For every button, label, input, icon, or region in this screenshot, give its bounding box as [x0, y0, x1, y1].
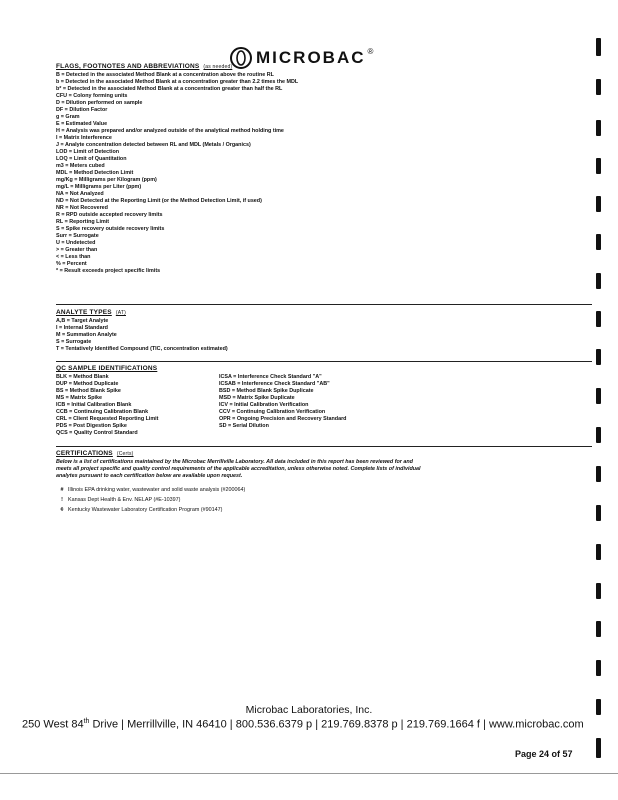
scan-mark [596, 621, 601, 637]
flag-item: < = Less than [56, 254, 91, 260]
qc-section-title: QC SAMPLE IDENTIFICATIONS [56, 365, 158, 372]
scan-mark [596, 79, 601, 95]
flag-item: mg/Kg = Milligrams per Kilogram (ppm) [56, 177, 157, 183]
analyte-item: M = Summation Analyte [56, 332, 117, 338]
certs-revision: (Certs) [116, 451, 134, 457]
scan-mark [596, 583, 601, 599]
flag-item: m3 = Meters cubed [56, 163, 105, 169]
qc-item: BS = Method Blank Spike [56, 388, 121, 394]
flag-item: NA = Not Analyzed [56, 191, 104, 197]
certs-list [56, 485, 245, 515]
certs-paragraph-line: Below is a list of certifications maintained by the Microbac Merrillville Laboratory. All data included in this report has been reviewed for and [56, 459, 413, 465]
certs-paragraph-line: analytes pursuant to each certification below are available upon request. [56, 473, 243, 479]
scan-mark [596, 738, 601, 758]
qc-right-list [219, 374, 346, 430]
analyte-list [56, 318, 228, 353]
flag-item: DF = Dilution Factor [56, 107, 108, 113]
footer-address-sup: th [83, 718, 90, 725]
flag-item: b = Detected in the associated Method Blank at a concentration greater than 2.2 times the MDL [56, 79, 299, 85]
qc-item: QCS = Quality Control Standard [56, 430, 138, 436]
flag-item: > = Greater than [56, 247, 98, 253]
scan-mark [596, 120, 601, 136]
scan-mark [596, 660, 601, 676]
flag-item: J = Analyte concentration detected between RL and MDL (Metals / Organics) [56, 142, 251, 148]
microbac-logo-icon [230, 47, 252, 69]
section-divider [56, 304, 592, 305]
flags-title-text: FLAGS, FOOTNOTES AND ABBREVIATIONS [56, 63, 200, 70]
bottom-rule [0, 773, 618, 774]
flag-item: Surr = Surrogate [56, 233, 99, 239]
cert-mark: ¢ [60, 507, 64, 513]
scan-mark [596, 505, 601, 521]
flag-item: D = Dilution performed on sample [56, 100, 143, 106]
flag-item: LOD = Limit of Detection [56, 149, 120, 155]
flag-item: b* = Detected in the associated Method Blank at a concentration greater than half the RL [56, 86, 283, 92]
scan-mark [596, 427, 601, 443]
qc-item: PDS = Post Digestion Spike [56, 423, 127, 429]
qc-item: ICB = Initial Calibration Blank [56, 402, 132, 408]
qc-left-list [56, 374, 158, 437]
flag-item: NR = Not Recovered [56, 205, 108, 211]
qc-item: CRL = Client Requested Reporting Limit [56, 416, 159, 422]
microbac-logo [230, 47, 373, 69]
cert-text: Kansas Dept Health & Env. NELAP (#E-10397) [68, 497, 181, 503]
cert-item [56, 495, 245, 505]
cert-mark: # [60, 487, 64, 493]
flag-item: * = Result exceeds project specific limits [56, 268, 161, 274]
flag-item: I = Matrix Interference [56, 135, 112, 141]
scan-mark [596, 349, 601, 365]
qc-item: ICSAB = Interference Check Standard "AB" [219, 381, 330, 387]
footer-company: Microbac Laboratories, Inc. [245, 704, 373, 716]
flag-item: mg/L = Milligrams per Liter (ppm) [56, 184, 142, 190]
section-divider [56, 446, 592, 447]
flag-item: B = Detected in the associated Method Blank at a concentration above the routine RL [56, 72, 274, 78]
analyte-item: S = Surrogate [56, 339, 92, 345]
footer-address-street: 250 West 84 [22, 718, 84, 731]
flag-item: MDL = Method Detection Limit [56, 170, 134, 176]
scan-mark [596, 311, 601, 327]
flag-item: g = Gram [56, 114, 80, 120]
analyte-revision: (AT) [115, 310, 126, 316]
scan-mark [596, 158, 601, 174]
footer-address [22, 718, 584, 731]
analyte-section-title [56, 309, 126, 316]
qc-item: MSD = Matrix Spike Duplicate [219, 395, 295, 401]
footer-address-rest: Drive | Merrillville, IN 46410 | 800.536.6379 p | 219.769.8378 p | 219.769.1664 f | www.microbac.com [89, 718, 584, 731]
flag-item: E = Estimated Value [56, 121, 108, 127]
flag-item: H = Analysis was prepared and/or analyzed outside of the analytical method holding time [56, 128, 284, 134]
certs-paragraph-line: meets all project specific and quality control requirements of the applicable accreditation, unless otherwise noted. Complete lists of individual [56, 466, 421, 472]
section-divider [56, 361, 592, 362]
registered-mark: ® [367, 47, 374, 56]
cert-text: Illinois EPA drinking water, wastewater and solid waste analysis (#200064) [68, 487, 246, 493]
qc-item: ICSA = Interference Check Standard "A" [219, 374, 322, 380]
certs-title-text: CERTIFICATIONS [56, 450, 113, 457]
cert-item [56, 485, 245, 495]
flag-item: U = Undetected [56, 240, 96, 246]
flags-section-title [56, 63, 232, 70]
scan-mark [596, 234, 601, 250]
flag-item: CFU = Colony forming units [56, 93, 128, 99]
qc-item: DUP = Method Duplicate [56, 381, 119, 387]
scan-mark [596, 466, 601, 482]
scan-mark [596, 544, 601, 560]
cert-mark: ! [61, 497, 63, 503]
analyte-item: A,B = Target Analyte [56, 318, 109, 324]
flags-list [56, 72, 298, 275]
page-number: Page 24 of 57 [515, 749, 573, 759]
cert-item [56, 505, 245, 515]
analyte-item: I = Internal Standard [56, 325, 108, 331]
flag-item: RL = Reporting Limit [56, 219, 110, 225]
scan-mark [596, 388, 601, 404]
qc-item: MS = Matrix Spike [56, 395, 102, 401]
qc-item: CCB = Continuing Calibration Blank [56, 409, 149, 415]
certs-paragraph [56, 459, 421, 480]
scan-mark [596, 273, 601, 289]
qc-item: BSD = Method Blank Spike Duplicate [219, 388, 314, 394]
flag-item: LOQ = Limit of Quantitation [56, 156, 127, 162]
qc-item: ICV = Initial Calibration Verification [219, 402, 309, 408]
flags-revision: (as needed) [203, 64, 233, 70]
logo-text: MICROBAC [256, 48, 366, 67]
qc-item: OPR = Ongoing Precision and Recovery Standard [219, 416, 347, 422]
qc-item: SD = Serial Dilution [219, 423, 269, 429]
qc-item: CCV = Continuing Calibration Verification [219, 409, 326, 415]
flag-item: S = Spike recovery outside recovery limits [56, 226, 165, 232]
flag-item: R = RPD outside accepted recovery limits [56, 212, 163, 218]
certs-section-title [56, 450, 134, 457]
scan-mark [596, 196, 601, 212]
analyte-item: T = Tentatively Identified Compound (TIC, concentration estimated) [56, 346, 228, 352]
scan-mark [596, 38, 601, 56]
flag-item: ND = Not Detected at the Reporting Limit (or the Method Detection Limit, if used) [56, 198, 262, 204]
flag-item: % = Percent [56, 261, 87, 267]
qc-item: BLK = Method Blank [56, 374, 109, 380]
cert-text: Kentucky Wastewater Laboratory Certification Program (#90147) [68, 507, 223, 513]
analyte-title-text: ANALYTE TYPES [56, 309, 112, 316]
